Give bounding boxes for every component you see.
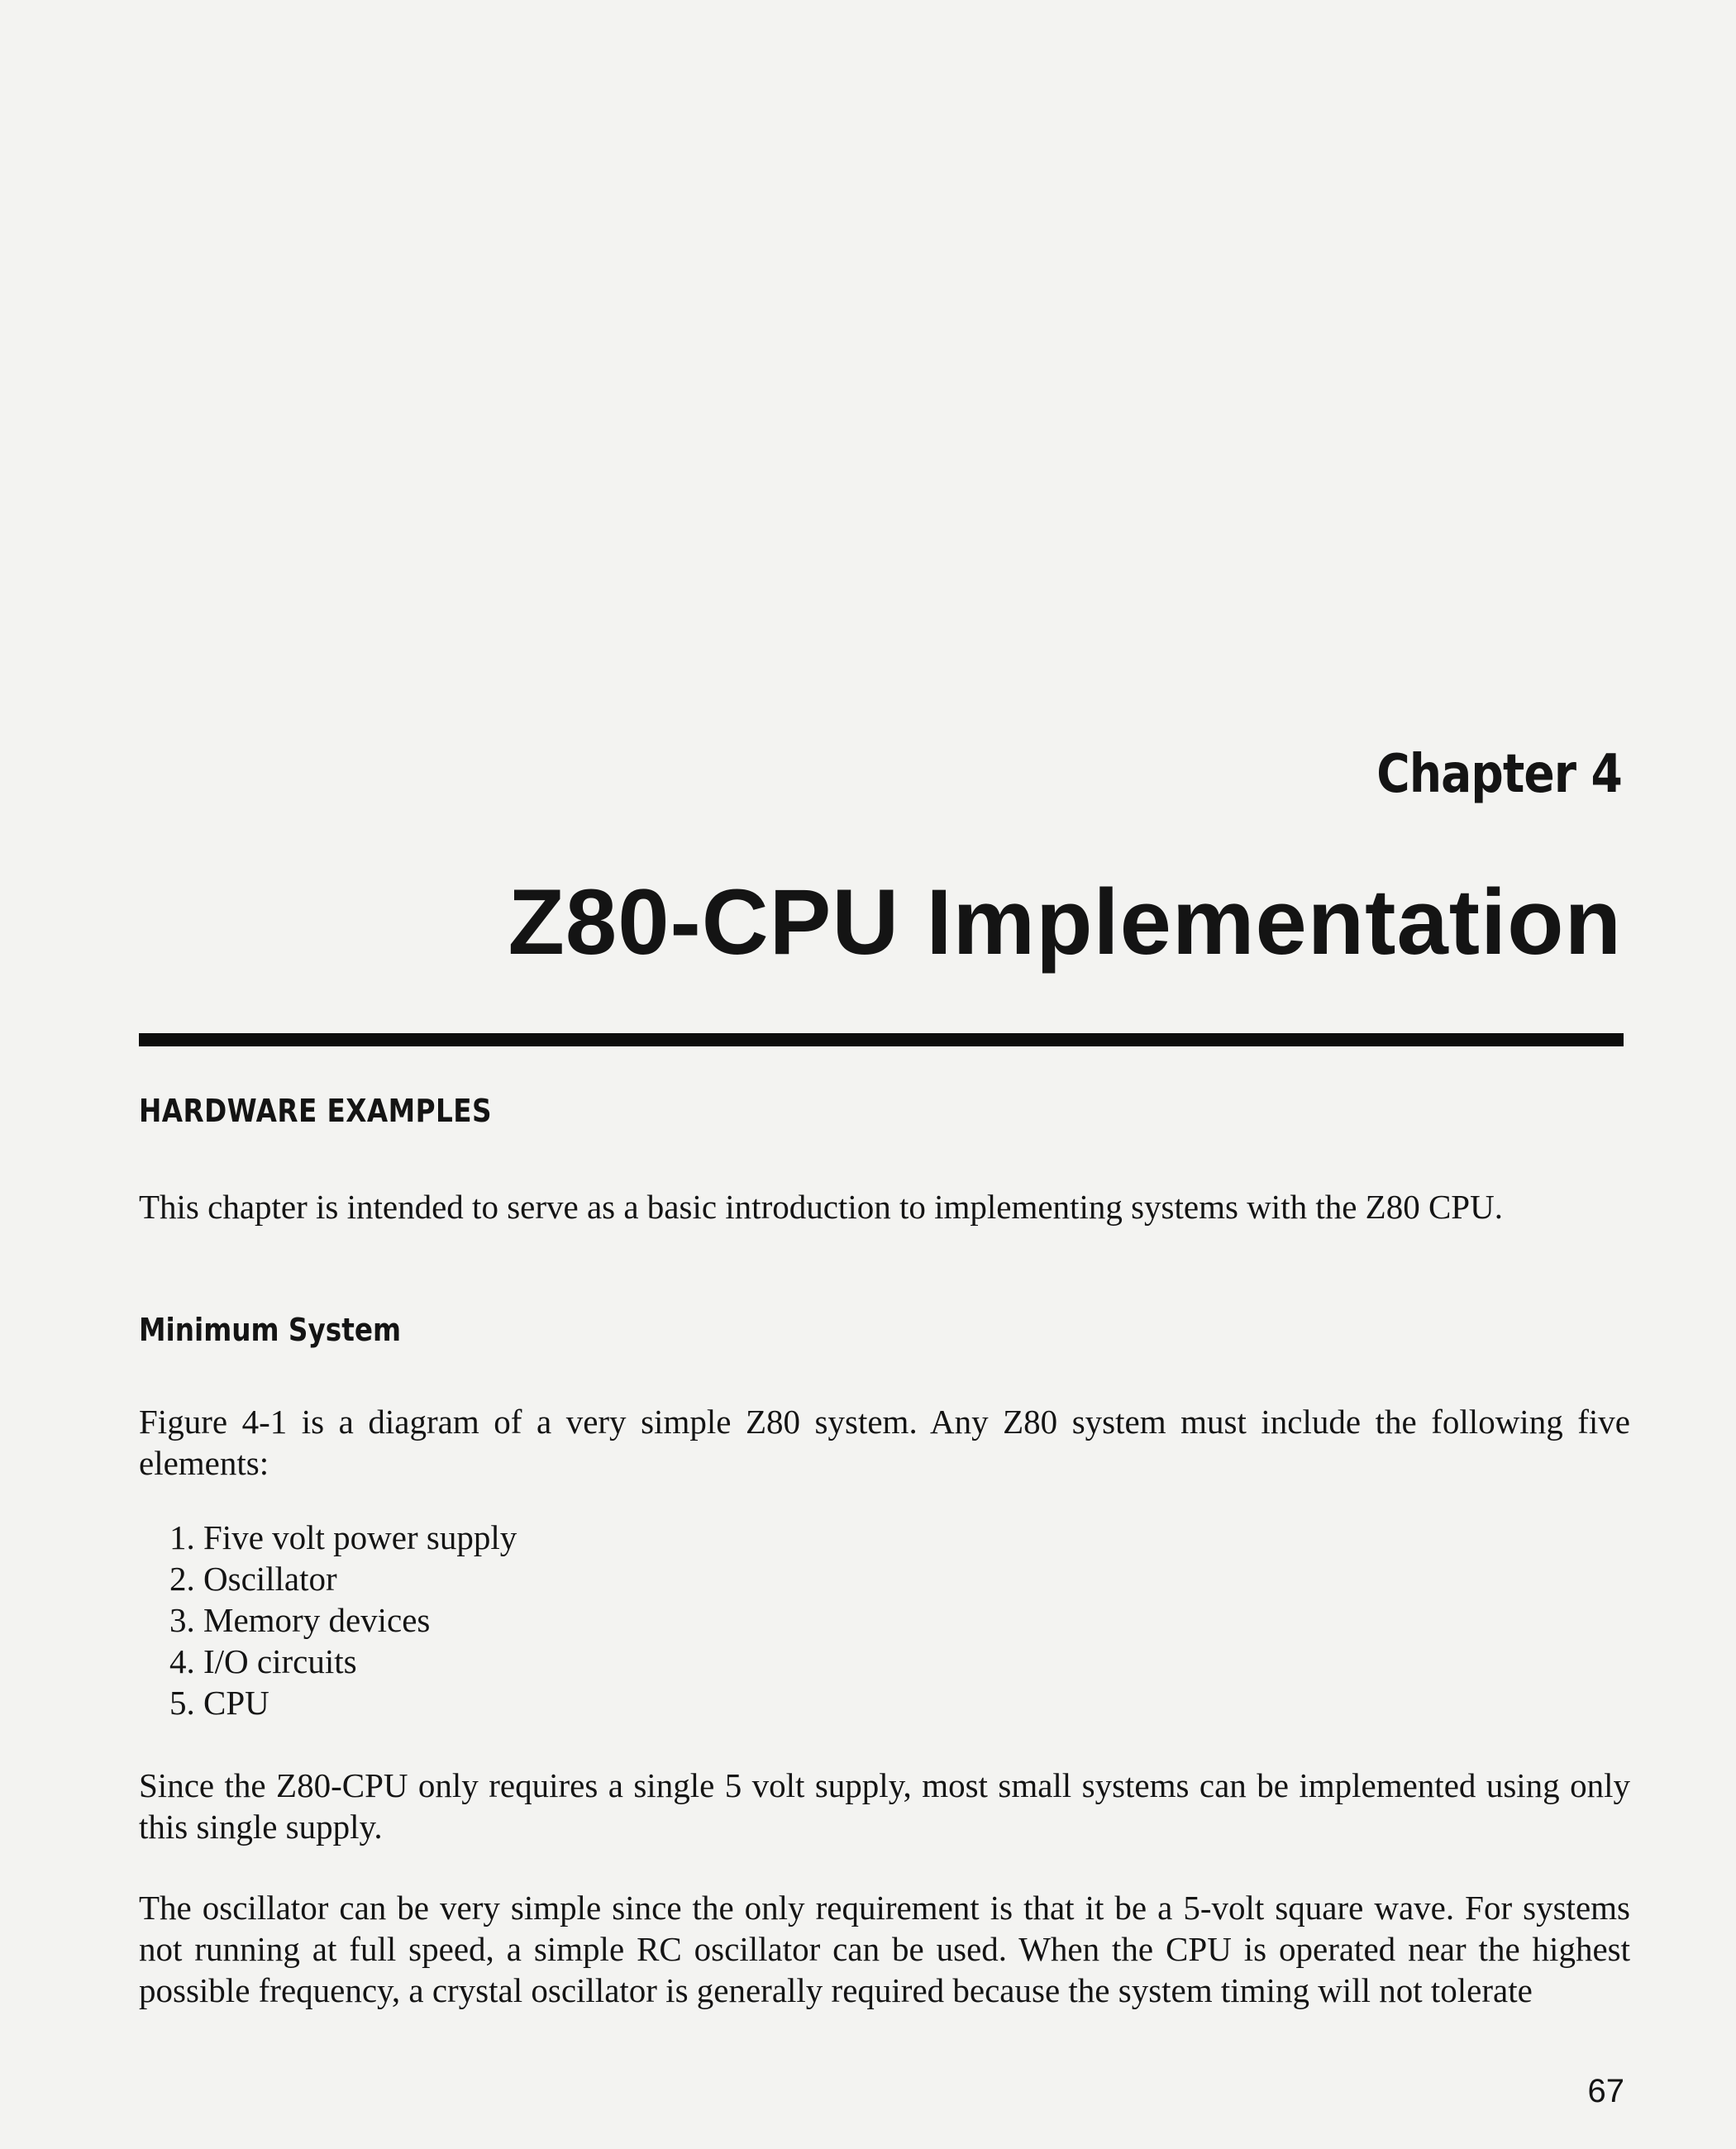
intro-paragraph: This chapter is intended to serve as a basic introduction to implementing systems with the Z80 CPU.: [139, 1188, 1503, 1226]
list-item: 4. I/O circuits: [169, 1642, 357, 1680]
power-supply-paragraph: Since the Z80-CPU only requires a single 5 volt supply, most small systems can be implemented using only this single supply.: [139, 1766, 1630, 1846]
elements-list: [169, 1517, 517, 1723]
list-item: 5. CPU: [169, 1684, 269, 1722]
oscillator-paragraph: The oscillator can be very simple since the only requirement is that it be a 5-volt square wave. For systems not running at full speed, a simple RC oscillator can be used. When the CPU is operated near the highest possible frequency, a crystal oscillator is generally required because the system timing will not tolerate: [139, 1889, 1630, 2009]
chapter-title: Z80-CPU Implementation: [508, 870, 1622, 974]
list-item: 2. Oscillator: [169, 1560, 337, 1598]
title-rule-divider: [139, 1033, 1624, 1046]
page-number: 67: [1587, 2073, 1624, 2109]
subsection-heading: Minimum System: [139, 1312, 402, 1348]
chapter-label: Chapter 4: [1376, 744, 1622, 805]
list-item: 3. Memory devices: [169, 1601, 431, 1639]
section-heading: HARDWARE EXAMPLES: [139, 1093, 492, 1129]
minimum-system-paragraph: Figure 4-1 is a diagram of a very simple Z80 system. Any Z80 system must include the following five elements:: [139, 1403, 1630, 1482]
list-item: 1. Five volt power supply: [169, 1518, 517, 1556]
